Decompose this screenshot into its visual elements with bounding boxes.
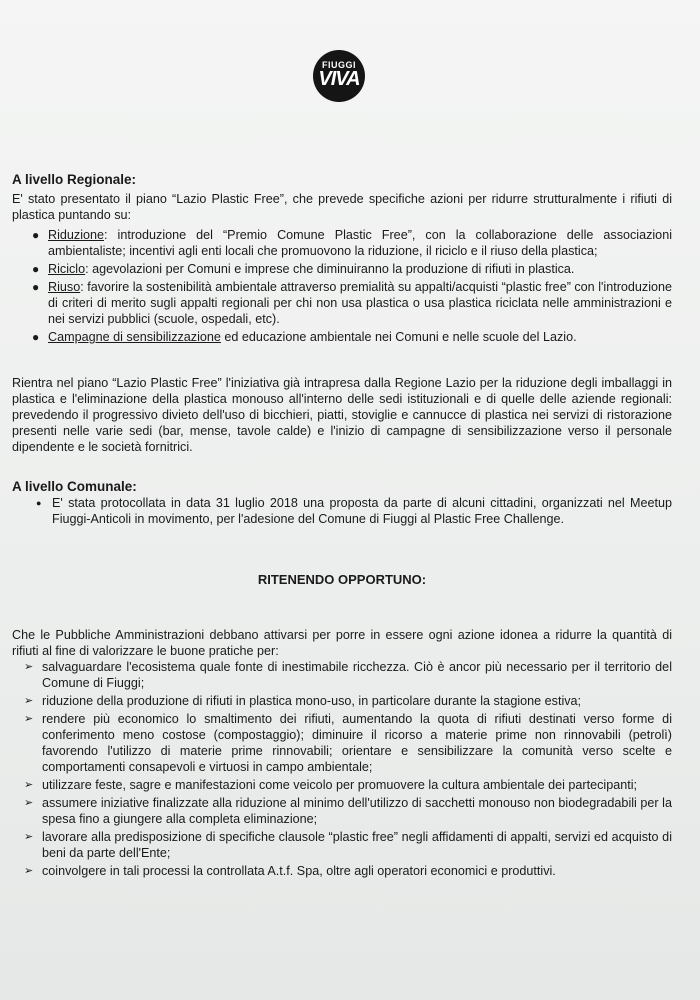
list-item [16,795,672,827]
item-text: E' stata protocollata in data 31 luglio 2018 una proposta da parte di alcuni cittadini, organizzati nel Meetup Fiuggi-Anticoli in movimento, per l'adesione del Comune di Fiuggi al Plastic Free Challenge. [52,496,672,526]
list-item [16,711,672,775]
item-text: assumere iniziative finalizzate alla riduzione al minimo dell'utilizzo di sacchetti monouso non biodegradabili per la spesa fino a giungere alla completa eliminazione; [42,796,672,826]
arrow-bullet-icon: ➢ [24,779,34,791]
item-text: : agevolazioni per Comuni e imprese che diminuiranno la produzione di rifiuti in plastica. [85,262,575,276]
list-item [26,261,672,277]
list-item [26,227,672,259]
comunale-heading: A livello Comunale: [12,479,137,494]
regionale-heading: A livello Regionale: [12,172,137,187]
bullet-icon: ● [36,498,42,508]
item-term: Campagne di sensibilizzazione [48,330,221,344]
bullet-icon: ● [32,262,40,276]
item-term: Riuso [48,280,81,294]
arrow-bullet-icon: ➢ [24,865,34,877]
arrow-bullet-icon: ➢ [24,661,34,673]
item-text: rendere più economico lo smaltimento dei rifiuti, aumentando la quota di rifiuti destinati verso forme di conferimento meno costose (compostaggio); diminuire il ricorso a materie prime non rinnovabili (petrolì) favorendo l'utilizzo di materie prime rinnovabili; orientare e sensibilizzare la comunità verso scelte e comportamenti consapevoli e virtuosi in campo ambientale; [42,712,672,774]
fiuggi-viva-logo [313,50,365,102]
item-text: lavorare alla predisposizione di specifiche clausole “plastic free” negli affidamenti di appalti, servizi ed acquisto di beni da parte dell'Ente; [42,830,672,860]
item-text: coinvolgere in tali processi la controllata A.t.f. Spa, oltre agli operatori economici e produttivi. [42,864,556,878]
bullet-icon: ● [32,228,40,242]
regionale-intro: E' stato presentato il piano “Lazio Plastic Free”, che prevede specifiche azioni per ridurre strutturalmente i rifiuti di plastica puntando su: [12,192,672,222]
item-text: : favorire la sostenibilità ambientale attraverso premialità su appalti/acquisti “plastic free” con l'introduzione di criteri di merito sugli appalti regionali per chi non usa plastica o usa plastica riciclata nelle amministrazioni e nei servizi pubblici (scuole, ospedali, etc). [48,280,673,326]
list-item [30,495,672,527]
list-item [16,777,672,793]
item-text: riduzione della produzione di rifiuti in plastica mono-uso, in particolare durante la stagione estiva; [42,694,582,708]
list-item [16,659,672,691]
regionale-list [26,227,672,347]
list-item [16,829,672,861]
arrow-bullet-icon: ➢ [24,695,34,707]
logo-line2: VIVA [318,68,360,90]
arrow-bullet-icon: ➢ [24,797,34,809]
item-text: ed educazione ambientale nei Comuni e nelle scuole del Lazio. [220,330,577,344]
list-item [26,329,672,345]
ritenendo-intro: Che le Pubbliche Amministrazioni debbano attivarsi per porre in essere ogni azione idonea a ridurre la quantità di rifiuti al fine di valorizzare le buone pratiche per: [12,628,672,658]
item-text: : introduzione del “Premio Comune Plastic Free”, con la collaborazione delle associazioni ambientaliste; incentivi agli enti locali che promuovono la riduzione, il riciclo e il riuso della plastica; [48,228,672,258]
arrow-bullet-icon: ➢ [24,713,34,725]
ritenendo-list [16,659,672,881]
bullet-icon: ● [32,330,40,344]
logo-line1: FIUGGI [322,60,356,70]
item-text: utilizzare feste, sagre e manifestazioni come veicolo per promuovere la cultura ambientale dei partecipanti; [42,778,638,792]
item-term: Riduzione [48,228,105,242]
item-text: salvaguardare l'ecosistema quale fonte di inestimabile ricchezza. Ciò è ancor più necessario per il territorio del Comune di Fiuggi; [42,660,672,690]
list-item [16,693,672,709]
arrow-bullet-icon: ➢ [24,831,34,843]
item-term: Riciclo [48,262,86,276]
list-item [16,863,672,879]
list-item [26,279,672,327]
comunale-list [30,495,672,529]
bullet-icon: ● [32,280,40,294]
ritenendo-title: RITENENDO OPPORTUNO: [257,572,427,587]
regionale-paragraph: Rientra nel piano “Lazio Plastic Free” l'iniziativa già intrapresa dalla Regione Lazio per la riduzione degli imballaggi in plastica e l'eliminazione della plastica monouso all'interno delle sedi istituzionali e di quelle delle aziende regionali: prevedendo il progressivo divieto dell'uso di bicchieri, piatti, stoviglie e cannucce di plastica nei servizi di ristorazione presenti nelle varie sedi (bar, mense, tavole calde) e l'inizio di campagne di sensibilizzazione verso il personale dipendente e le società fornitrici. [12,376,672,454]
